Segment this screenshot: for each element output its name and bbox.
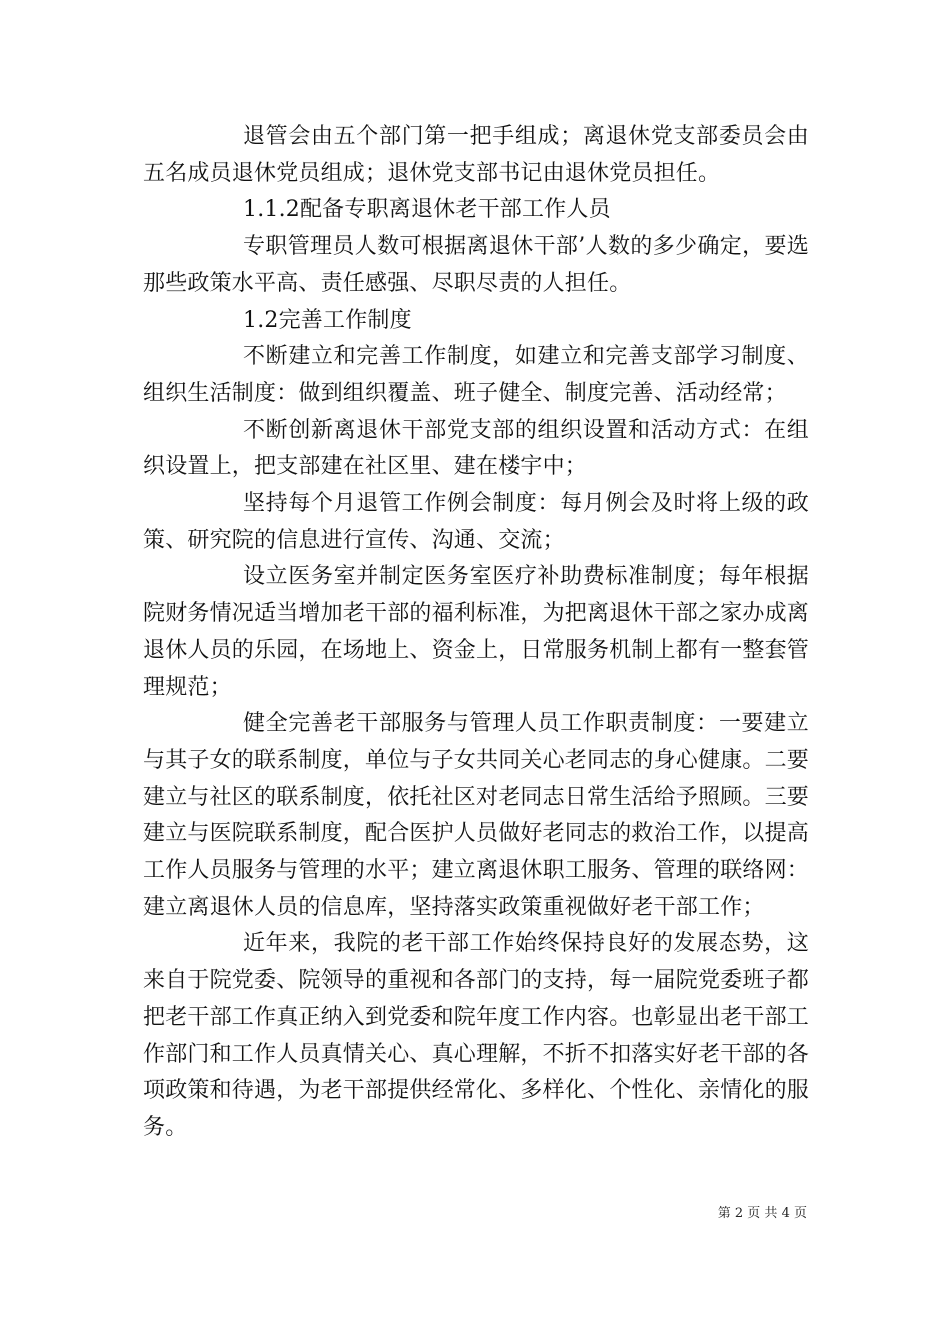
footer-suffix: 页 [793,1206,807,1221]
footer-total-pages: 4 [781,1206,790,1221]
paragraph-4: 不断创新离退休干部党支部的组织设置和活动方式：在组织设置上，把支部建在社区里、建在楼宇中； [143,417,809,480]
footer-middle: 页 共 [747,1206,778,1221]
document-body [143,119,809,1147]
paragraph-1: 退管会由五个部门第一把手组成；离退休党支部委员会由五名成员退休党员组成；退休党支部书记由退休党员担任。 [143,124,809,186]
paragraph-3: 不断建立和完善工作制度，如建立和完善支部学习制度、组织生活制度：做到组织覆盖、班子健全、制度完善、活动经常； [143,344,809,406]
footer-prefix: 第 [717,1206,731,1221]
paragraph-8: 近年来，我院的老干部工作始终保持良好的发展态势，这来自于院党委、院领导的重视和各部门的支持，每一届院党委班子都把老干部工作真正纳入到党委和院年度工作内容。也彰显出老干部工作部门和工作人员真情关心、真心理解，不折不扣落实好老干部的各项政策和待遇，为老干部提供经常化、多样化、个性化、亲情化的服务。 [143,931,810,1140]
paragraph-5: 坚持每个月退管工作例会制度：每月例会及时将上级的政策、研究院的信息进行宣传、沟通、交流； [143,491,809,553]
footer-current-page: 2 [734,1206,744,1221]
paragraph-7: 健全完善老干部服务与管理人员工作职责制度：一要建立与其子女的联系制度，单位与子女共同关心老同志的身心健康。二要建立与社区的联系制度，依托社区对老同志日常生活给予照顾。三要建立与医院联系制度，配合医护人员做好老同志的救治工作，以提高工作人员服务与管理的水平；建立离退休职工服务、管理的联络网：建立离退休人员的信息库，坚持落实政策重视做好老干部工作； [143,711,810,920]
paragraph-2: 专职管理员人数可根据离退休干部’人数的多少确定，要选那些政策水平高、责任感强、尽职尽责的人担任。 [143,234,809,296]
paragraph-6: 设立医务室并制定医务室医疗补助费标准制度；每年根据院财务情况适当增加老干部的福利标准，为把离退休干部之家办成离退休人员的乐园，在场地上、资金上，日常服务机制上都有一整套管理规范； [143,564,810,700]
section-heading-1-1-2: 1.1.2配备专职离退休老干部工作人员 [243,197,611,223]
page-number-footer [718,1205,807,1223]
section-heading-1-2: 1.2完善工作制度 [243,307,412,333]
